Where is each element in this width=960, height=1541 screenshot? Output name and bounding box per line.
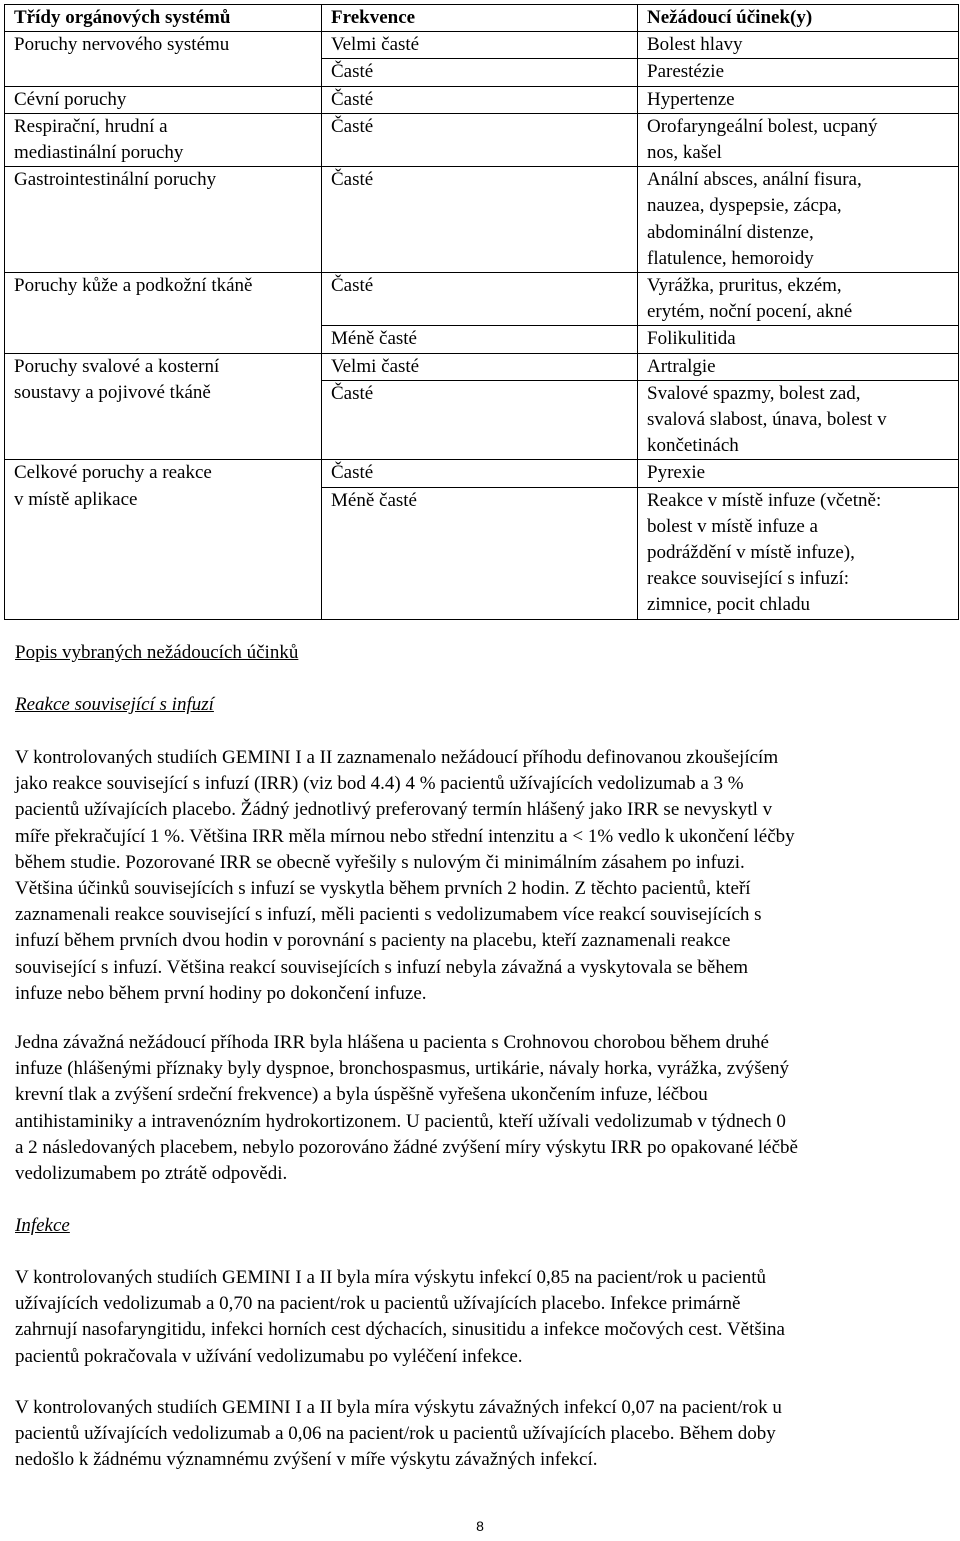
paragraph-line: antihistaminiky a intravenózním hydrokortizonem. U pacientů, kteří užívali vedolizumab v týdnech 0 xyxy=(15,1110,786,1132)
adverse-effect-line: flatulence, hemoroidy xyxy=(647,247,814,269)
organ-class-cell xyxy=(5,32,322,86)
header-frequency: Frekvence xyxy=(322,5,638,32)
paragraph-line: související s infuzí. Většina reakcí souvisejících s infuzí nebyla závažná a vyskytovala se během xyxy=(15,956,749,978)
paragraph-line: míře překračující 1 %. Většina IRR měla mírnou nebo střední intenzitu a < 1% vedlo k ukončení léčby xyxy=(15,825,795,847)
infection-paragraph-1 xyxy=(15,1265,950,1370)
adverse-effect-cell xyxy=(638,273,959,326)
frequency-cell: Časté xyxy=(322,380,638,460)
organ-class-line: Poruchy svalové a kosterní xyxy=(14,355,220,377)
frequency-cell: Časté xyxy=(322,167,638,273)
paragraph-line: pacientů užívajících placebo. Žádný jednotlivý preferovaný termín hlášený jako IRR se nevyskytl v xyxy=(15,799,773,821)
adverse-effect-cell xyxy=(638,380,959,460)
frequency-cell: Časté xyxy=(322,460,638,487)
organ-class-cell xyxy=(5,167,322,273)
paragraph-line: vedolizumabem po ztrátě odpovědi. xyxy=(15,1163,288,1185)
table-row xyxy=(5,113,959,166)
organ-class-line: Respirační, hrudní a xyxy=(14,115,168,137)
adverse-effect-cell xyxy=(638,86,959,113)
adverse-effect-line: Bolest hlavy xyxy=(647,34,743,56)
adverse-effect-line: abdominální distenze, xyxy=(647,221,814,243)
adverse-effect-line: Anální absces, anální fisura, xyxy=(647,169,862,191)
paragraph-line: infuzí během prvních dvou hodin v porovnání s pacienty na placebu, kteří zaznamenali reakce xyxy=(15,930,731,952)
table-row xyxy=(5,273,959,326)
adverse-effect-line: nos, kašel xyxy=(647,142,722,164)
paragraph-line: pacientů užívajících vedolizumab a 0,06 na pacient/rok u pacientů užívajících placebo. Během doby xyxy=(15,1423,776,1445)
organ-class-line: mediastinální poruchy xyxy=(14,142,184,164)
frequency-cell: Časté xyxy=(322,273,638,326)
infusion-paragraph-2 xyxy=(15,1030,950,1187)
page-number: 8 xyxy=(476,1518,484,1534)
organ-class-line: Gastrointestinální poruchy xyxy=(14,169,217,191)
organ-class-line: Poruchy nervového systému xyxy=(14,34,230,56)
paragraph-line: Jedna závažná nežádoucí příhoda IRR byla hlášena u pacienta s Crohnovou chorobou během druhé xyxy=(15,1032,769,1053)
paragraph-line: krevní tlak a zvýšení srdeční frekvence) a byla úspěšně vyřešena ukončením infuze, léčbou xyxy=(15,1084,708,1106)
section-heading: Popis vybraných nežádoucích účinků xyxy=(15,642,299,663)
organ-class-cell xyxy=(5,113,322,166)
organ-class-line: v místě aplikace xyxy=(14,488,138,510)
organ-class-cell xyxy=(5,460,322,619)
organ-class-cell xyxy=(5,353,322,460)
paragraph-line: během studie. Pozorované IRR se obecně vyřešily s nulovým či minimálním zásahem po infuzi. xyxy=(15,851,745,873)
frequency-cell: Méně časté xyxy=(322,487,638,619)
header-adverse-effect: Nežádoucí účinek(y) xyxy=(638,5,959,32)
paragraph-line: pacientů pokračovala v užívání vedolizumabu po vyléčení infekce. xyxy=(15,1345,523,1367)
adverse-effect-line: erytém, noční pocení, akné xyxy=(647,301,853,323)
paragraph-line: jako reakce související s infuzí (IRR) (viz bod 4.4) 4 % pacientů užívajících vedolizumab a 3 % xyxy=(15,773,744,795)
adverse-effect-line: Pyrexie xyxy=(647,462,706,484)
organ-class-line: Celkové poruchy a reakce xyxy=(14,462,212,484)
adverse-effect-line: zimnice, pocit chladu xyxy=(647,594,811,616)
organ-class-line: soustavy a pojivové tkáně xyxy=(14,381,211,403)
table-header-row xyxy=(5,5,959,32)
infusion-section-title: Reakce související s infuzí xyxy=(15,694,214,715)
paragraph-line: a 2 následovaných placebem, nebylo pozorováno žádné zvýšení míry výskytu IRR po opakované léčbě xyxy=(15,1136,798,1158)
frequency-cell: Časté xyxy=(322,59,638,86)
frequency-cell: Velmi časté xyxy=(322,353,638,380)
organ-class-cell xyxy=(5,273,322,354)
infection-paragraph-2 xyxy=(15,1395,950,1474)
adverse-effect-line: Svalové spazmy, bolest zad, xyxy=(647,382,861,404)
adverse-effect-line: Vyrážka, pruritus, ekzém, xyxy=(647,275,842,297)
paragraph-line: zaznamenali reakce související s infuzí, měli pacienti s vedolizumabem více reakcí souvisejících s xyxy=(15,904,762,926)
frequency-cell: Časté xyxy=(322,86,638,113)
adverse-effect-cell xyxy=(638,460,959,487)
infusion-paragraph-1 xyxy=(15,745,950,1007)
adverse-effect-cell xyxy=(638,59,959,86)
adverse-effect-line: bolest v místě infuze a xyxy=(647,515,818,537)
adverse-effect-cell xyxy=(638,113,959,166)
table-row xyxy=(5,32,959,59)
paragraph-line: V kontrolovaných studiích GEMINI I a II zaznamenalo nežádoucí příhodu definovanou zkoušejícím xyxy=(15,747,779,768)
paragraph-line: infuze nebo během první hodiny po dokončení infuze. xyxy=(15,982,427,1004)
adverse-effect-line: Parestézie xyxy=(647,61,725,83)
paragraph-line: nedošlo k žádnému významnému zvýšení v míře výskytu závažných infekcí. xyxy=(15,1449,598,1471)
paragraph-line: zahrnují nasofaryngitidu, infekci horních cest dýchacích, sinusitidu a infekce močových cest. Většina xyxy=(15,1319,785,1341)
adverse-effect-cell xyxy=(638,167,959,273)
organ-class-cell xyxy=(5,86,322,113)
table-row xyxy=(5,86,959,113)
header-organ-class: Třídy orgánových systémů xyxy=(5,5,322,32)
adverse-effect-cell xyxy=(638,326,959,353)
organ-class-line: Poruchy kůže a podkožní tkáně xyxy=(14,275,253,297)
organ-class-line: Cévní poruchy xyxy=(14,88,127,110)
adverse-effect-line: Orofaryngeální bolest, ucpaný xyxy=(647,115,878,137)
table-row xyxy=(5,353,959,380)
table-row xyxy=(5,167,959,273)
adverse-effect-line: svalová slabost, únava, bolest v xyxy=(647,409,887,431)
adverse-effect-line: končetinách xyxy=(647,435,739,457)
adverse-effect-line: nauzea, dyspepsie, zácpa, xyxy=(647,195,842,217)
paragraph-line: užívajících vedolizumab a 0,70 na pacient/rok u pacientů užívajících placebo. Infekce primárně xyxy=(15,1293,741,1315)
adverse-effect-cell xyxy=(638,353,959,380)
paragraph-line: infuze (hlášenými příznaky byly dyspnoe, bronchospasmus, urtikárie, návaly horka, vyrážka, zvýšený xyxy=(15,1058,790,1080)
adverse-effect-line: podráždění v místě infuze), xyxy=(647,542,855,564)
adverse-effect-line: Hypertenze xyxy=(647,88,735,110)
table-body xyxy=(5,32,959,619)
adverse-effect-cell xyxy=(638,487,959,619)
frequency-cell: Méně časté xyxy=(322,326,638,353)
frequency-cell: Velmi časté xyxy=(322,32,638,59)
infection-section-title: Infekce xyxy=(15,1215,70,1236)
paragraph-line: V kontrolovaných studiích GEMINI I a II byla míra výskytu závažných infekcí 0,07 na pacient/rok u xyxy=(15,1397,782,1418)
paragraph-line: V kontrolovaných studiích GEMINI I a II byla míra výskytu infekcí 0,85 na pacient/rok u pacientů xyxy=(15,1267,767,1288)
paragraph-line: Většina účinků souvisejících s infuzí se vyskytla během prvních 2 hodin. Z těchto pacientů, kteří xyxy=(15,878,751,900)
adverse-effect-cell xyxy=(638,32,959,59)
adverse-effect-line: reakce související s infuzí: xyxy=(647,568,850,590)
adverse-effect-line: Artralgie xyxy=(647,355,716,377)
adverse-effects-table xyxy=(4,4,959,620)
frequency-cell: Časté xyxy=(322,113,638,166)
adverse-effect-line: Reakce v místě infuze (včetně: xyxy=(647,489,882,511)
adverse-effect-line: Folikulitida xyxy=(647,328,736,350)
table-row xyxy=(5,460,959,487)
